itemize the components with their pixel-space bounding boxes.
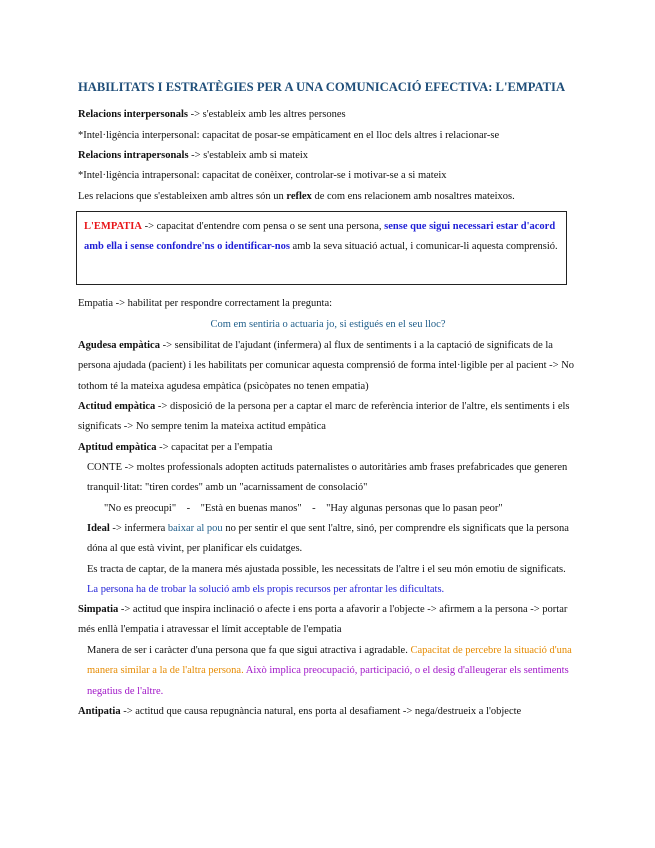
text-empatia-a: -> capacitat d'entendre com pensa o se sent una persona, xyxy=(141,221,385,232)
paragraph-intelligencia-intrapersonal: *Intel·ligència intrapersonal: capacitat de conèixer, controlar-se i motivar-se a si mateix xyxy=(78,170,447,181)
paragraph-conte: CONTE -> moltes professionals adopten actituds paternalistes o autoritàries amb frases prefabricades que generen tranquil·litat: "tiren cordes" amb un "acarnissament de consolació" xyxy=(87,462,568,494)
term-relacions-interpersonals: Relacions interpersonals xyxy=(78,109,188,120)
empatia-question xyxy=(78,315,578,335)
term-actitud-empatica: Actitud empàtica xyxy=(78,401,156,412)
term-simpatia: Simpatia xyxy=(78,604,119,615)
paragraph-simpatia xyxy=(78,600,578,641)
paragraph-relacions-interpersonals xyxy=(78,105,578,125)
text-manera-orange: Capacitat de percebre la situació d'una manera similar a la de l'altra persona. xyxy=(87,645,572,677)
term-ideal: Ideal xyxy=(87,523,110,534)
term-empatia: L'EMPATIA xyxy=(84,221,142,232)
paragraph-antipatia xyxy=(78,702,578,722)
text-manera: Manera de ser i caràcter d'una persona que fa que sigui atractiva i agradable. xyxy=(87,645,411,656)
term-reflex: reflex xyxy=(286,191,312,202)
text-empatia-b: amb la seva situació actual, i comunicar-li aquesta comprensió. xyxy=(289,241,558,253)
paragraph-relacions-intrapersonals xyxy=(78,146,578,166)
document-title: HABILITATS I ESTRATÈGIES PER A UNA COMUNICACIÓ EFECTIVA: L'EMPATIA xyxy=(78,80,566,94)
text-reflex-a: Les relacions que s'estableixen amb altres són un xyxy=(78,191,287,202)
text-manera-purple: Això implica preocupació, participació, o el desig d'alleugerar els sentiments negatius de l'altre. xyxy=(87,665,569,697)
text-empatia-emphasis: sense que sigui necessari estar d'acord amb ella i sense confondre'ns o identificar-nos xyxy=(84,221,556,253)
text-reflex-b: de com ens relacionem amb nosaltres mateixos. xyxy=(311,191,515,202)
term-antipatia: Antipatia xyxy=(78,706,121,717)
text-aptitud-empatica: -> capacitat per a l'empatia xyxy=(156,442,273,453)
text-actitud-empatica: -> disposició de la persona per a captar el marc de referència interior de l'altre, els sentiments i els significats -> No sempre tenim la mateixa actitud empàtica xyxy=(78,401,570,433)
term-aptitud-empatica: Aptitud empàtica xyxy=(78,442,157,453)
paragraph-aptitud-empatica xyxy=(78,438,578,458)
question-text: Com em sentiria o actuaria jo, si estigués en el seu lloc? xyxy=(210,319,446,330)
paragraph-empatia-intro: Empatia -> habilitat per respondre correctament la pregunta: xyxy=(78,298,333,309)
paragraph-captar xyxy=(87,560,579,601)
paragraph-conte-quotes: "No es preocupi" - "Està en buenas manos" - "Hay algunas personas que lo pasan peor" xyxy=(104,503,503,514)
paragraph-actitud-empatica xyxy=(78,397,578,438)
text-captar: Es tracta de captar, de la manera més ajustada possible, les necessitats de l'altre i el seu món emotiu de significats. xyxy=(87,564,566,575)
text-ideal-highlight: baixar al pou xyxy=(167,523,223,534)
paragraph-reflex xyxy=(78,187,578,207)
text-ideal-a: -> infermera xyxy=(109,523,168,534)
paragraph-agudesa-empatica xyxy=(78,336,578,397)
text-agudesa-empatica: -> sensibilitat de l'ajudant (infermera) al flux de sentiments i a la captació de significats de la persona ajudada (pacient) i les habilitats per comunicar aquesta comprensió de forma intel·ligible per al pacient -> No tothom té la mateixa agudesa empàtica (psicòpates no tenen empatia) xyxy=(78,340,575,392)
text-relacions-intrapersonals: -> s'estableix amb si mateix xyxy=(188,150,309,161)
empatia-definition-box xyxy=(76,211,567,285)
text-captar-highlight: La persona ha de trobar la solució amb els propis recursos per afrontar les dificultats. xyxy=(87,584,445,596)
paragraph-ideal xyxy=(87,519,579,560)
text-antipatia: -> actitud que causa repugnància natural, ens porta al desafiament -> nega/destrueix a l'objecte xyxy=(120,706,522,717)
term-relacions-intrapersonals: Relacions intrapersonals xyxy=(78,150,189,161)
text-ideal-b: no per sentir el que sent l'altre, sinó, per comprendre els significats que la persona dóna al que està vivint, per planificar els cuidatges. xyxy=(87,523,569,555)
term-agudesa-empatica: Agudesa empàtica xyxy=(78,340,160,351)
text-relacions-interpersonals: -> s'estableix amb les altres persones xyxy=(187,109,346,120)
text-simpatia: -> actitud que inspira inclinació o afecte i ens porta a afavorir a l'objecte -> afirmem a la persona -> portar més enllà l'empatia i atravessar el límit acceptable de l'empatia xyxy=(78,604,568,636)
paragraph-manera xyxy=(87,641,579,702)
paragraph-intelligencia-interpersonal: *Intel·ligència interpersonal: capacitat de posar-se empàticament en el lloc dels altres i relacionar-se xyxy=(78,130,500,141)
